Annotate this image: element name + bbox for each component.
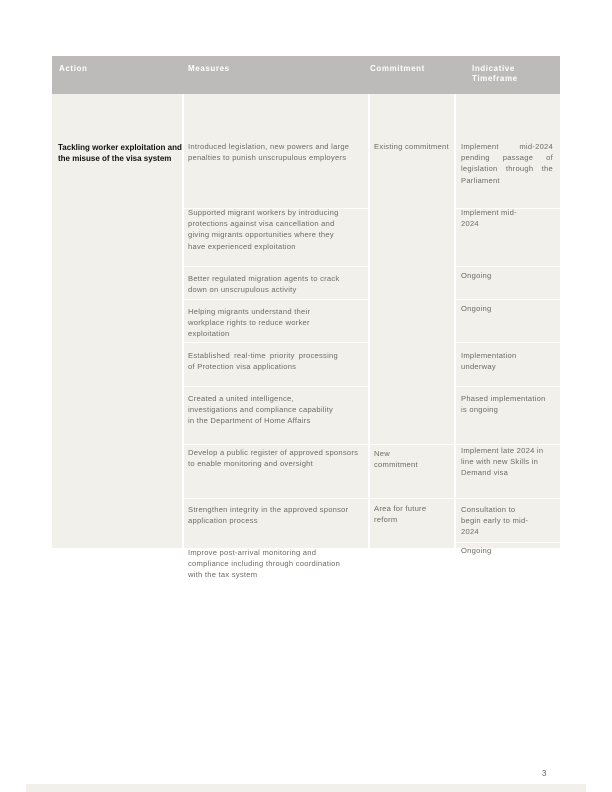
header-action: Action [59, 64, 88, 73]
measure-5: Established real-time priority processing of Protection visa applications [188, 351, 338, 372]
action-cell: Tackling worker exploitation and the misuse of the visa system [58, 143, 182, 164]
timeframe-6: Phased implementation is ongoing [461, 394, 546, 415]
row-divider [456, 299, 560, 300]
measure-8: Strengthen integrity in the approved sponsor application process [188, 505, 349, 526]
column-commitment [370, 94, 454, 548]
measure-1: Introduced legislation, new powers and large penalties to punish unscrupulous employers [188, 142, 350, 163]
commitment-existing: Existing commitment [374, 142, 449, 151]
timeframe-4: Ongoing [461, 304, 492, 313]
commitment-new: New commitment [374, 449, 418, 470]
timeframe-9: Ongoing [461, 546, 492, 555]
commitment-future: Area for future reform [374, 504, 427, 525]
row-divider [184, 342, 368, 343]
row-divider [184, 299, 368, 300]
row-divider [456, 386, 560, 387]
row-divider [184, 386, 368, 387]
header-commitment: Commitment [370, 64, 425, 73]
measure-7: Develop a public register of approved sponsors to enable monitoring and oversight [188, 448, 359, 469]
header-timeframe: Indicative Timeframe [472, 64, 518, 83]
timeframe-3: Ongoing [461, 271, 492, 280]
page-number: 3 [542, 769, 547, 778]
footer-bar [26, 784, 586, 792]
row-divider [184, 266, 368, 267]
timeframe-2: Implement mid-2024 [461, 208, 517, 229]
row-divider [184, 498, 560, 499]
row-divider [456, 266, 560, 267]
measure-9: Improve post-arrival monitoring and compliance including through coordination with the tax system [188, 548, 341, 580]
table-body [52, 94, 560, 580]
measure-4: Helping migrants understand their workplace rights to reduce worker exploitation [188, 307, 311, 339]
measures-table [52, 56, 560, 580]
timeframe-8: Consultation to begin early to mid-2024 [461, 505, 529, 537]
measure-3: Better regulated migration agents to crack down on unscrupulous activity [188, 274, 340, 295]
measure-2: Supported migrant workers by introducing protections against visa cancellation and giving migrants opportunities where they have experienced exploitation [188, 208, 339, 251]
timeframe-7: Implement late 2024 in line with new Skills in Demand visa [461, 446, 544, 478]
row-divider [456, 342, 560, 343]
row-divider [456, 542, 560, 543]
measure-6: Created a united intelligence, investigations and compliance capability in the Department of Home Affairs [188, 394, 334, 426]
table-header [52, 56, 560, 94]
header-measures: Measures [188, 64, 230, 73]
timeframe-1: Implement mid-2024 pending passage of legislation through the Parliament [461, 142, 553, 185]
timeframe-5: Implementation underway [461, 351, 517, 372]
